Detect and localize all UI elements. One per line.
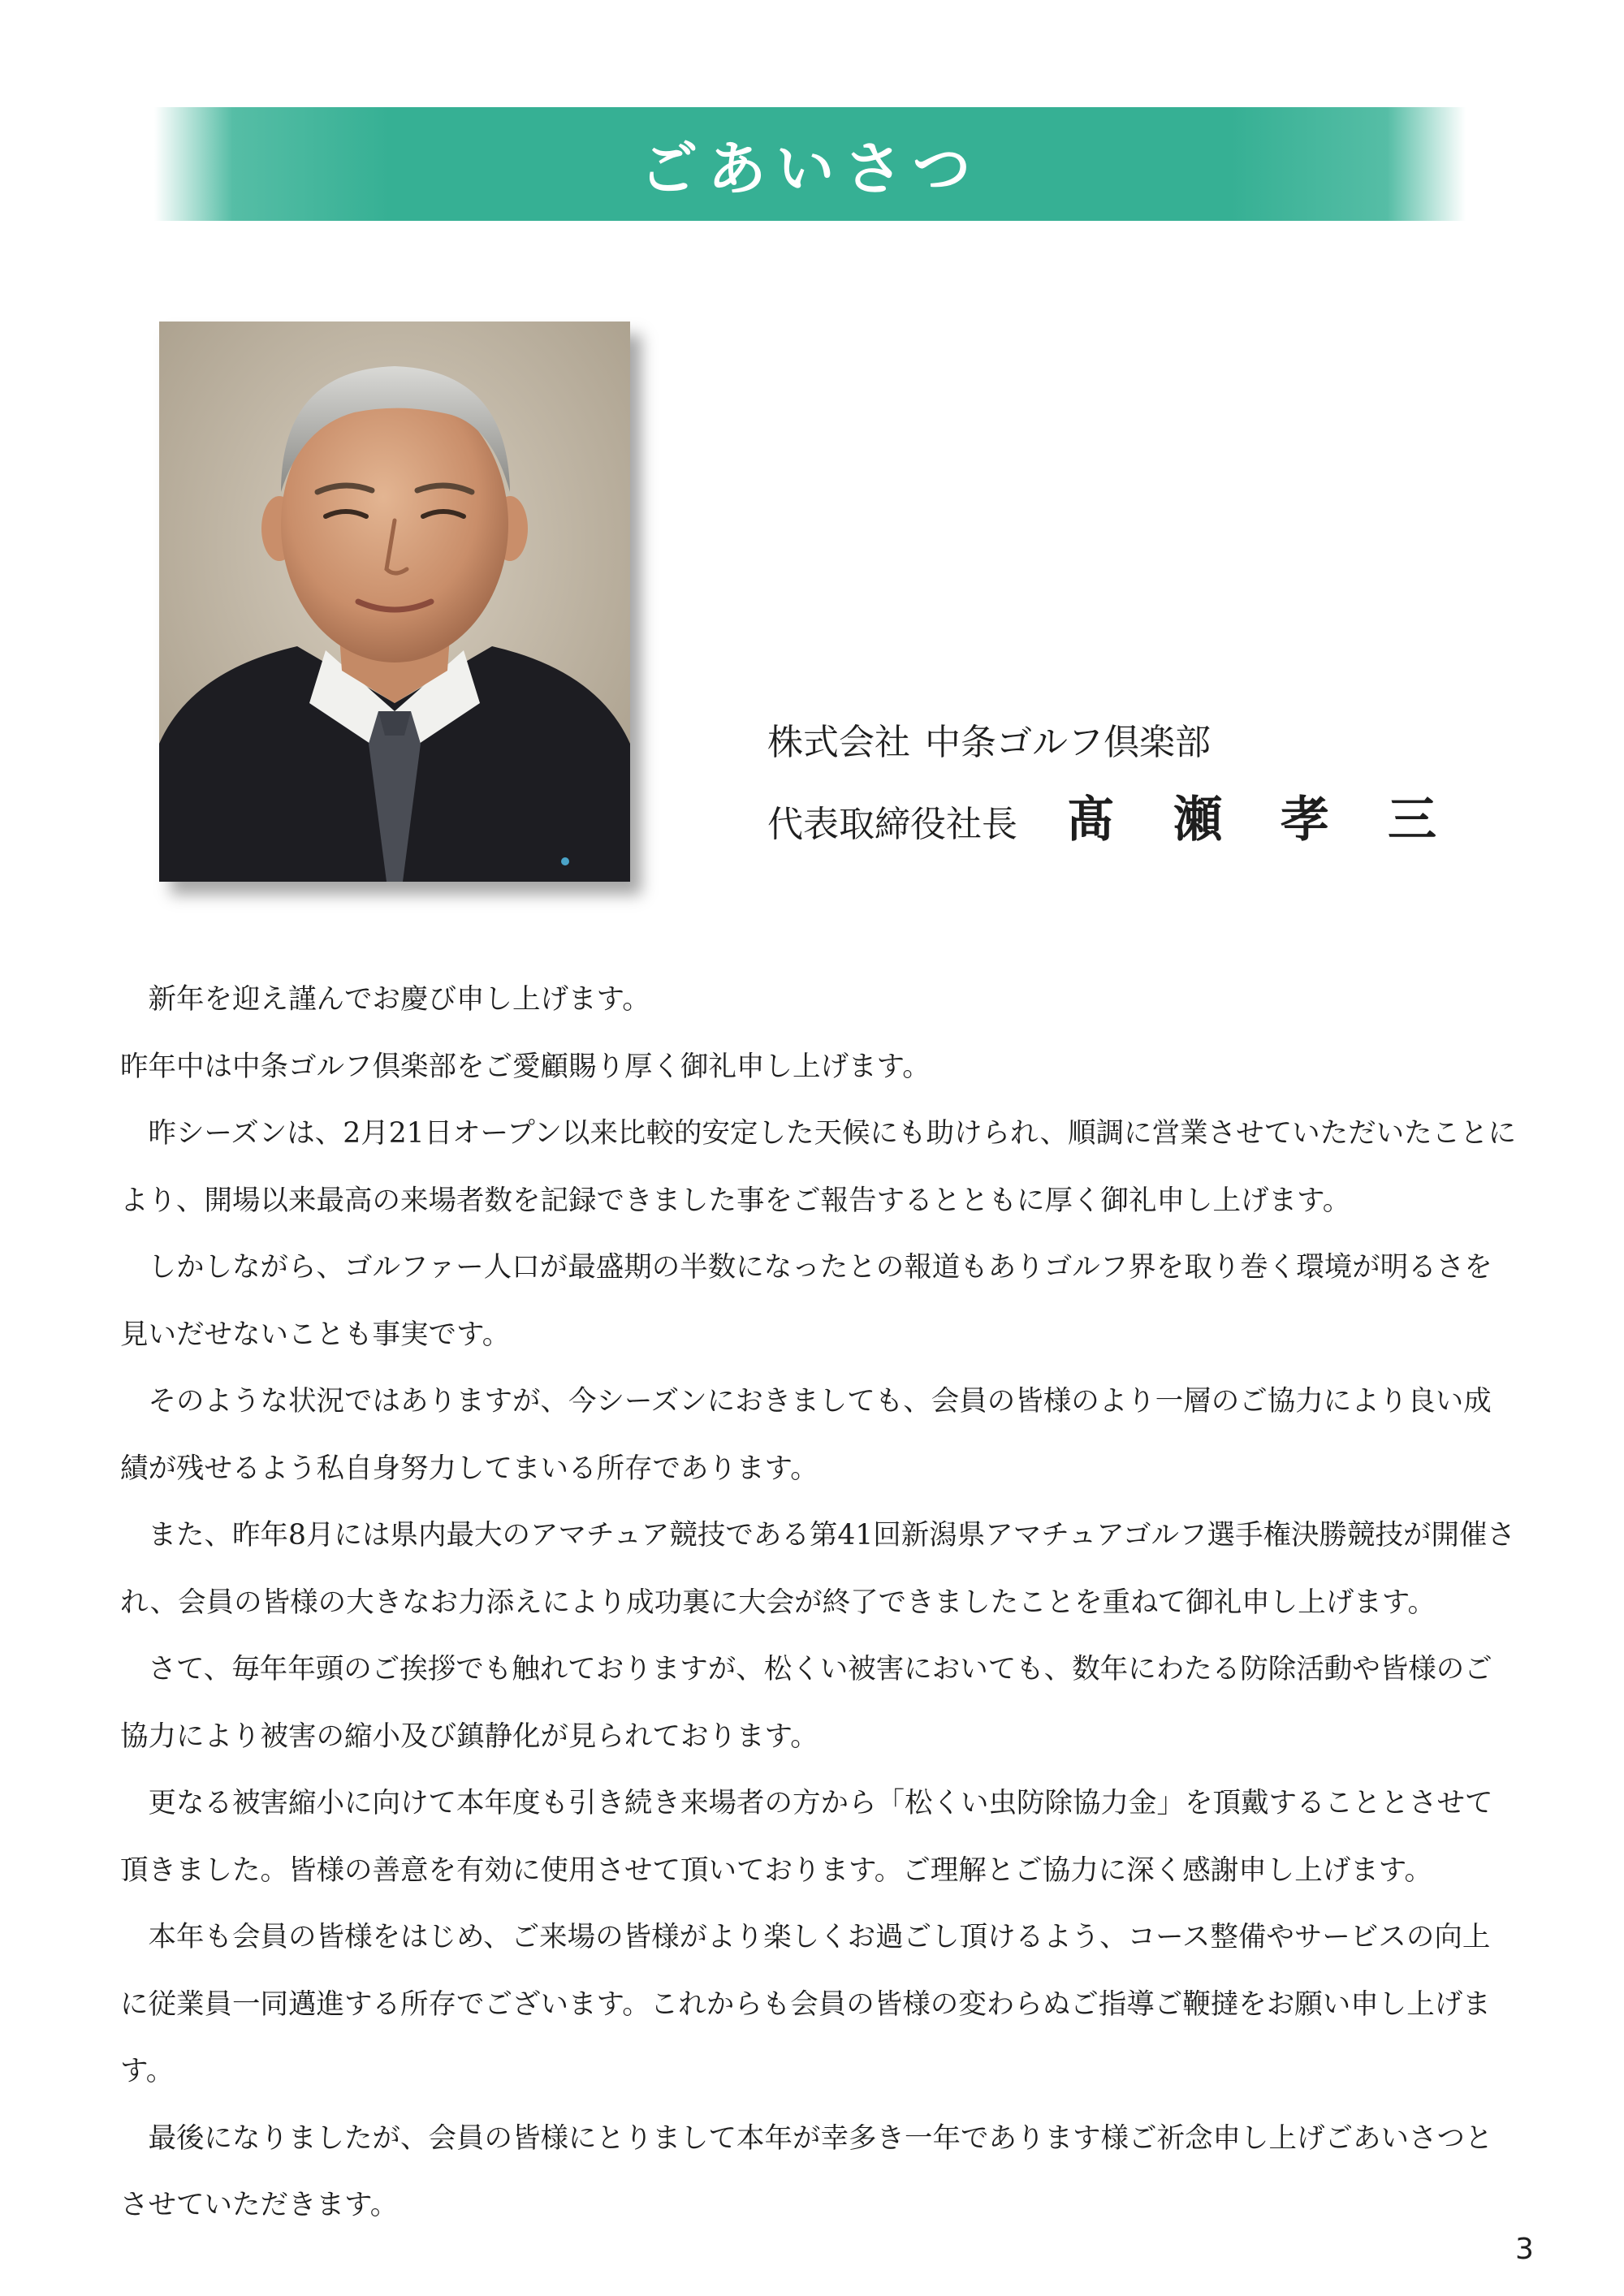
company-name: 中条ゴルフ倶楽部 xyxy=(925,722,1211,763)
president-name: 髙瀬孝三 xyxy=(1066,792,1495,848)
title-line xyxy=(767,781,1498,851)
page-number: 3 xyxy=(1515,2233,1534,2266)
letter-paragraph: 新年を迎え謹んでお慶び申し上げます。 xyxy=(148,983,650,1016)
title-banner xyxy=(154,107,1466,221)
letter-paragraph: 昨年中は中条ゴルフ倶楽部をご愛顧賜り厚く御礼申し上げます。 xyxy=(120,1050,931,1083)
company-line xyxy=(767,714,1498,771)
letter-paragraph: そのような状況ではありますが、今シーズンにおきましても、会員の皆様のより一層のご協力により良い成績が残せるよう私自身努力してまいる所存であります。 xyxy=(120,1385,1492,1485)
greeting-letter xyxy=(120,966,1517,2239)
letter-paragraph: 最後になりましたが、会員の皆様にとりまして本年が幸多き一年であります様ご祈念申し上げごあいさつとさせていただきます。 xyxy=(120,2121,1493,2221)
letter-paragraph: さて、毎年年頭のご挨拶でも触れておりますが、松くい被害においても、数年にわたる防除活動や皆様のご協力により被害の縮小及び鎮静化が見られております。 xyxy=(120,1653,1492,1753)
letter-paragraph: 本年も会員の皆様をはじめ、ご来場の皆様がより楽しくお過ごし頂けるよう、コース整備やサービスの向上に従業員一同邁進する所存でございます。これからも会員の皆様の変わらぬご指導ご鞭撻をお願い申し上げます。 xyxy=(120,1921,1491,2087)
letter-paragraph: 更なる被害縮小に向けて本年度も引き続き来場者の方から「松くい虫防除協力金」を頂戴することとさせて頂きました。皆様の善意を有効に使用させて頂いております。ご理解とご協力に深く感謝申し上げます。 xyxy=(120,1787,1493,1887)
page-title: ごあいさつ xyxy=(639,135,981,203)
letter-paragraph: 昨シーズンは、2月21日オープン以来比較的安定した天候にも助けられ、順調に営業させていただいたことにより、開場以来最高の来場者数を記録できました事をご報告するとともに厚く御礼申し上げます。 xyxy=(120,1117,1517,1217)
letter-paragraph: また、昨年8月には県内最大のアマチュア競技である第41回新潟県アマチュアゴルフ選手権決勝競技が開催され、会員の皆様の大きなお力添えにより成功裏に大会が終了できましたことを重ねて御礼申し上げます。 xyxy=(120,1519,1516,1619)
president-portrait xyxy=(159,322,630,882)
company-prefix: 株式会社 xyxy=(767,722,910,763)
position-title: 代表取締役社長 xyxy=(767,804,1017,845)
letter-paragraph: しかしながら、ゴルファー人口が最盛期の半数になったとの報道もありゴルフ界を取り巻く環境が明るさを見いだせないことも事実です。 xyxy=(120,1251,1492,1351)
signature-block xyxy=(767,714,1498,851)
